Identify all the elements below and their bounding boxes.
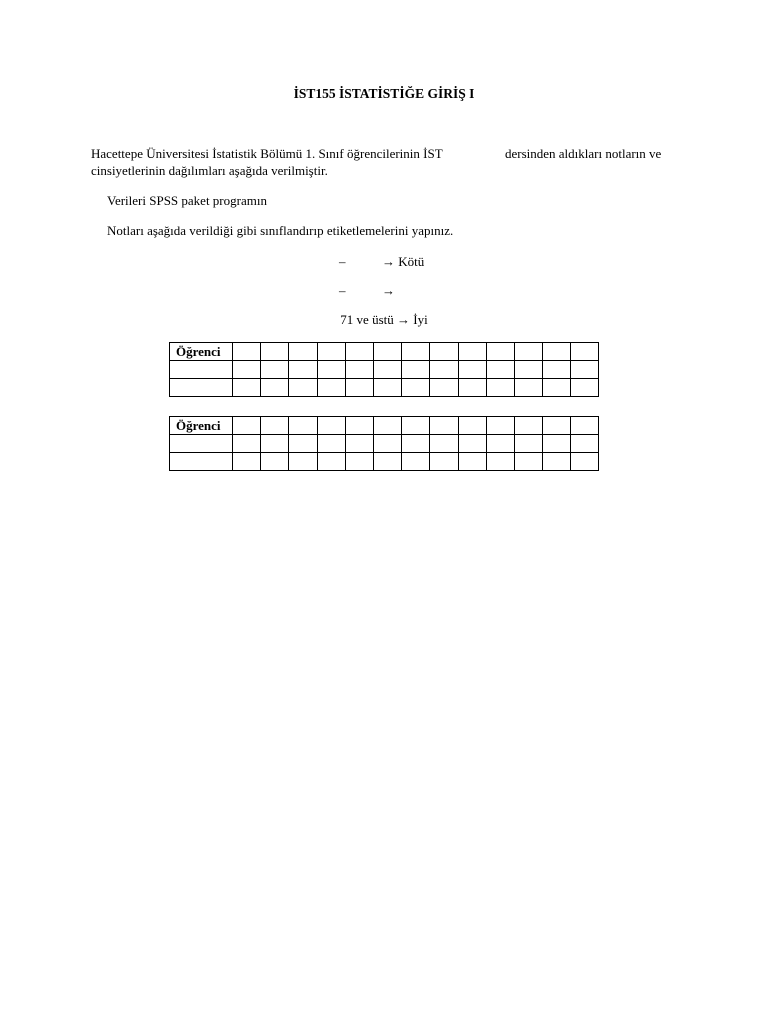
table-cell: [514, 417, 542, 435]
table-cell: [233, 435, 261, 453]
class-row-a-label: → Kötü: [382, 254, 425, 269]
intro-text-line1-start: Hacettepe Üniversitesi İstatistik Bölümü 1. Sınıf öğrencilerinin İST: [91, 146, 443, 161]
table-cell: [571, 343, 599, 361]
step-2-text: Notları aşağıda verildiği gibi sınıflandırıp etiketlemelerini yapınız.: [107, 223, 454, 238]
table-cell: [486, 379, 514, 397]
table-cell: [170, 361, 233, 379]
table-cell: [458, 453, 486, 471]
table-cell: [233, 417, 261, 435]
table-row: [170, 343, 599, 361]
table-cell: [289, 435, 317, 453]
step-1-text: Verileri SPSS paket programın: [107, 193, 267, 208]
table-cell: [430, 343, 458, 361]
table-cell: [514, 453, 542, 471]
table-cell: [402, 343, 430, 361]
table-cell: [233, 343, 261, 361]
table-cell: [543, 435, 571, 453]
table-cell: [373, 453, 401, 471]
table-cell: [402, 435, 430, 453]
table-cell: [170, 453, 233, 471]
table-cell: [514, 343, 542, 361]
table-cell: [430, 453, 458, 471]
intro-text-line2: cinsiyetlerinin dağılımları aşağıda verilmiştir.: [91, 163, 328, 178]
class-row-a-dash: –: [339, 254, 346, 269]
table-cell: [345, 343, 373, 361]
table-cell: [571, 379, 599, 397]
table-cell: [170, 435, 233, 453]
table-cell: [486, 417, 514, 435]
class-row-b-label: →: [382, 283, 395, 298]
table-cell: [170, 379, 233, 397]
table-cell: [514, 379, 542, 397]
table-cell: [261, 453, 289, 471]
document-title: İST155 İSTATİSTİĞE GİRİŞ I: [293, 86, 475, 101]
table-cell: [345, 379, 373, 397]
table-cell: [233, 379, 261, 397]
table-cell: [402, 453, 430, 471]
table-cell: [486, 343, 514, 361]
table-cell: [345, 453, 373, 471]
table-cell: [345, 417, 373, 435]
table-row: [170, 379, 599, 397]
table-cell: [317, 343, 345, 361]
table-row: [170, 417, 599, 435]
table-cell: [543, 417, 571, 435]
table-cell: [430, 379, 458, 397]
table-cell: [543, 361, 571, 379]
table-cell: [458, 379, 486, 397]
table-cell: [402, 361, 430, 379]
table-cell: [289, 343, 317, 361]
table-cell: [571, 435, 599, 453]
table-cell: [261, 379, 289, 397]
table-cell: [261, 343, 289, 361]
table-cell: [458, 417, 486, 435]
table-cell: [373, 361, 401, 379]
table-cell: [289, 379, 317, 397]
table-cell: [458, 361, 486, 379]
table-cell: [289, 361, 317, 379]
table-cell: [345, 435, 373, 453]
table-cell: [402, 379, 430, 397]
student-table-1: [169, 342, 599, 397]
table-cell: [571, 417, 599, 435]
table-cell: [402, 417, 430, 435]
table-cell: [317, 417, 345, 435]
table-cell: [458, 343, 486, 361]
table-cell: [543, 343, 571, 361]
table-cell: [486, 361, 514, 379]
table-cell: [430, 417, 458, 435]
table-row: [170, 361, 599, 379]
table-cell: [430, 361, 458, 379]
table-cell: [345, 361, 373, 379]
table-cell: [486, 453, 514, 471]
table-cell: [233, 361, 261, 379]
class-row-c-label: 71 ve üstü → İyi: [340, 312, 428, 327]
table-cell: [373, 379, 401, 397]
table-cell: [458, 435, 486, 453]
table-cell: [543, 379, 571, 397]
table-header-cell: Öğrenci: [170, 417, 233, 435]
table-cell: [261, 361, 289, 379]
table-cell: [317, 379, 345, 397]
table-cell: [289, 453, 317, 471]
table-cell: [317, 361, 345, 379]
table-cell: [514, 435, 542, 453]
table-cell: [486, 435, 514, 453]
class-row-b-dash: –: [339, 283, 346, 298]
table-row: [170, 453, 599, 471]
table-cell: [571, 361, 599, 379]
table-cell: [514, 361, 542, 379]
table-cell: [430, 435, 458, 453]
table-cell: [289, 417, 317, 435]
table-header-cell: Öğrenci: [170, 343, 233, 361]
table-cell: [261, 417, 289, 435]
table-cell: [233, 453, 261, 471]
table-cell: [571, 453, 599, 471]
intro-text-line1-end: dersinden aldıkları notların ve: [505, 146, 662, 161]
table-cell: [373, 343, 401, 361]
table-cell: [543, 453, 571, 471]
student-table-2: [169, 416, 599, 471]
table-cell: [373, 435, 401, 453]
table-cell: [317, 453, 345, 471]
table-row: [170, 435, 599, 453]
table-cell: [317, 435, 345, 453]
table-cell: [373, 417, 401, 435]
table-cell: [261, 435, 289, 453]
